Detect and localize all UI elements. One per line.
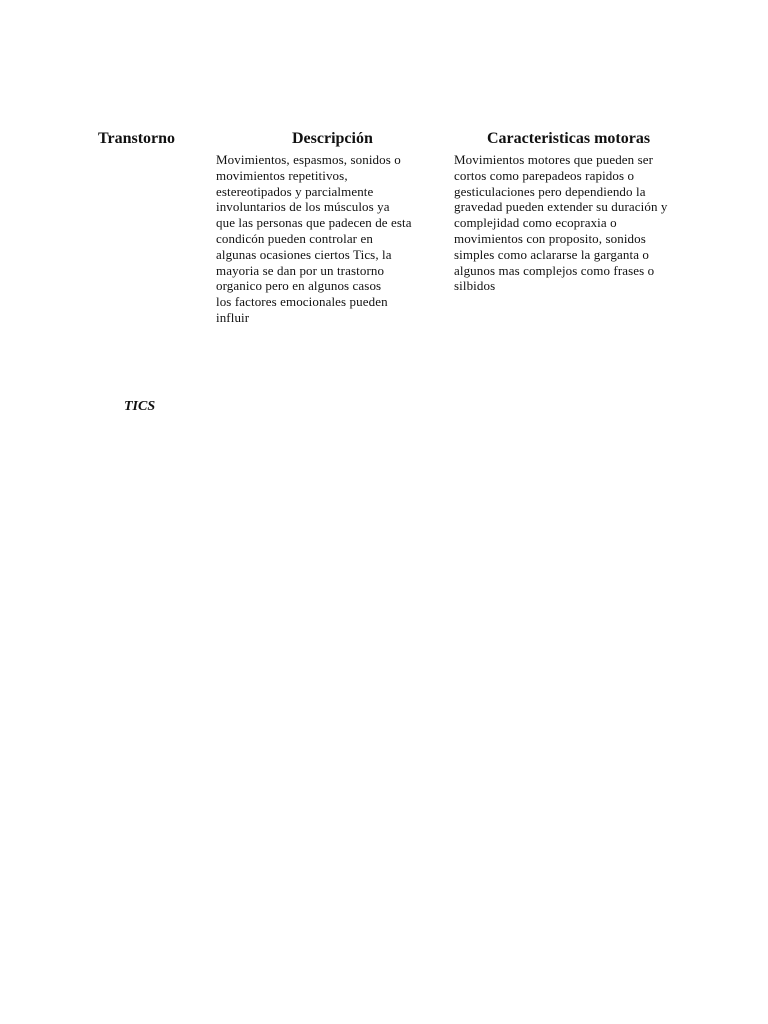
caracteristicas-line: cortos como parepadeos rapidos o xyxy=(454,167,635,183)
caracteristicas-line: complejidad como ecopraxia o xyxy=(454,215,617,231)
caracteristicas-line: silbidos xyxy=(454,278,496,294)
descripcion-line: involuntarios de los músculos ya xyxy=(216,199,390,215)
caracteristicas-line: Movimientos motores que pueden ser xyxy=(454,152,654,167)
descripcion-line: algunas ocasiones ciertos Tics, la xyxy=(216,246,392,262)
caracteristicas-line: algunos mas complejos como frases o xyxy=(454,262,655,278)
caracteristicas-line: simples como aclararse la garganta o xyxy=(454,246,650,262)
descripcion-line: condicón pueden controlar en xyxy=(216,230,373,246)
descripcion-line: organico pero en algunos casos xyxy=(216,278,382,294)
descripcion-line: que las personas que padecen de esta xyxy=(216,215,412,231)
caracteristicas-line: movimientos con proposito, sonidos xyxy=(454,230,646,246)
caracteristicas-cell xyxy=(454,152,694,294)
header-trastorno: Transtorno xyxy=(98,130,176,147)
descripcion-line: estereotipados y parcialmente xyxy=(216,183,374,199)
descripcion-line: mayoria se dan por un trastorno xyxy=(216,262,385,278)
descripcion-cell xyxy=(216,152,436,326)
descripcion-line: influir xyxy=(216,309,250,325)
caracteristicas-line: gravedad pueden extender su duración y xyxy=(454,199,668,215)
header-caracteristicas-motoras: Caracteristicas motoras xyxy=(487,130,651,147)
header-descripcion: Descripción xyxy=(292,130,373,147)
caracteristicas-line: gesticulaciones pero dependiendo la xyxy=(454,183,646,199)
descripcion-line: los factores emocionales pueden xyxy=(216,294,388,310)
descripcion-line: movimientos repetitivos, xyxy=(216,167,348,183)
trastorno-name: TICS xyxy=(124,399,156,414)
descripcion-line: Movimientos, espasmos, sonidos o xyxy=(216,152,401,167)
